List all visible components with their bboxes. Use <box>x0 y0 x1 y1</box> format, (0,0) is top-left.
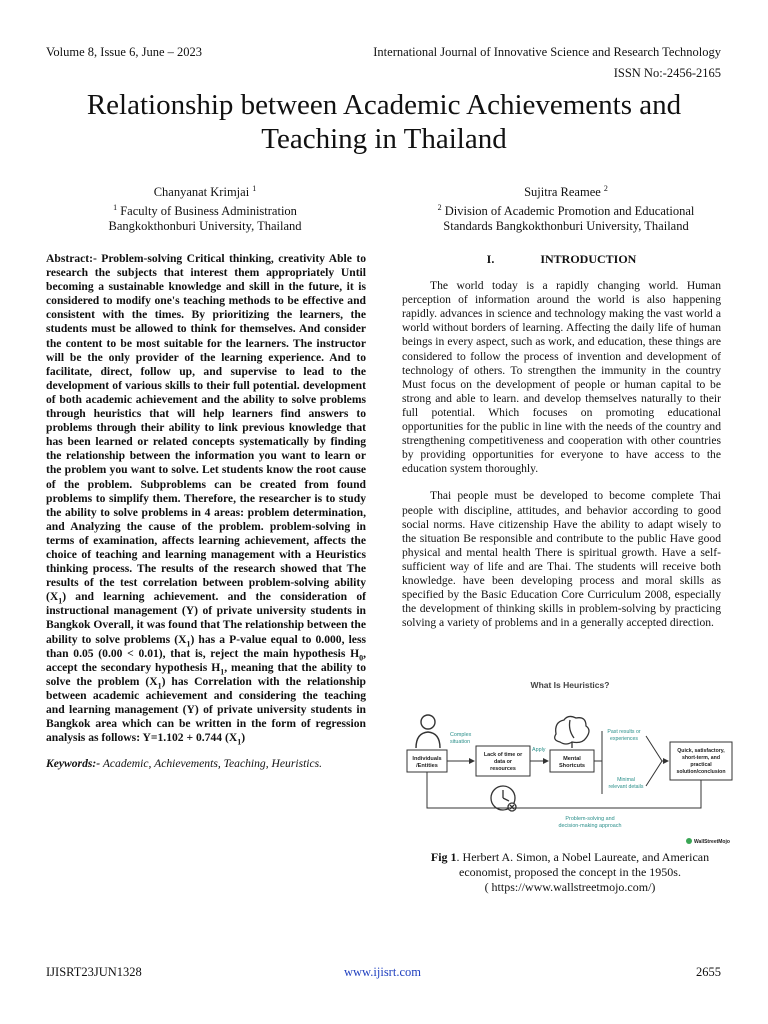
entities-label: /Entities <box>416 763 438 769</box>
left-column <box>46 252 366 771</box>
solution-label-1: Quick, satisfactory, <box>677 748 725 754</box>
author-2-block <box>398 181 734 234</box>
author-1-block <box>40 181 370 234</box>
brand-label: WallStreetMojo <box>694 839 730 845</box>
complex-situation-label-1: Complex <box>450 732 472 738</box>
caption-line-1: . Herbert A. Simon, a Nobel Laureate, and American <box>456 850 710 864</box>
heuristics-figure <box>404 676 736 848</box>
website-link[interactable]: www.ijisrt.com <box>344 965 421 979</box>
right-column <box>402 252 721 630</box>
author-2-name: Sujitra Reamee <box>524 185 601 200</box>
individuals-label: Individuals <box>412 756 442 762</box>
caption-line-2: economist, proposed the concept in the 1950s. <box>459 865 681 879</box>
author-2-sup: 2 <box>603 184 608 193</box>
keywords-text: Academic, Achievements, Teaching, Heuristics. <box>102 757 323 771</box>
brain-icon <box>555 716 589 748</box>
complex-situation-label-2: situation <box>450 739 471 745</box>
person-icon <box>416 715 440 748</box>
abstract: Abstract:- Problem-solving Critical thinking, creativity Able to research the subjects that interest them appropriately Until becoming a sustainable knowledge and skill in the future, it is considered to modify one's teaching methods to be effective and consistent with the times. By prioritizing the learners, the students must be allowed to think for themselves. And consider the content to be most suitable for the learners. The instructor will be the only provider of the learning experience. And to facilitate, direct, follow up, and supervise to lead to the development of various skills to their full potential. development of both academic achievement and the ability to solve problems through heuristics that will help learners find answers to problems through their ability to link previous knowledge that has been learned or related concepts systematically by finding the relationship between the information you want to learn or the problem you want to solve. Let students know the root cause of the problem. Subproblems can be created from found problems to simplify them. Therefore, the researcher is to study the ability to solve problems in 4 areas: problem determination, and Analyzing the cause of the problem. problem-solving in terms of examination, affects learning achievement, affects the choice of teaching and learning management with a Heuristics thinking process. The results of the research showed that The results of the test correlation between problem-solving ability $(X_1)$ and learning achievement. and the consideration of instructional management (Y) of private university students in Bangkok Overall, it was found that The relationship between the ability to solve problems $(X_1)$ has a P-value equal to 0.000, less than 0.05 (0.00 < 0.01), that is, reject the main hypothesis $H_0$, accept the secondary hypothesis $H_1$, meaning that the ability to solve the problem $(X_1)$ has Correlation with the relationship between academic achievement and considering the teaching and learning management (Y) of private university students in Bangkok area which can be written in the form of regression analysis as follows: Y=1.102 + 0.744 $(X_1)$ <box>46 252 366 747</box>
author-1-affil-sup: 1 <box>113 203 118 213</box>
approach-label-2: decision-making approach <box>558 823 622 829</box>
solution-label-2: short-term, and <box>681 755 721 761</box>
approach-bracket <box>427 772 701 808</box>
intro-number: I. <box>486 252 495 266</box>
keywords-label: Keywords:- <box>46 757 101 771</box>
page-number: 2655 <box>696 965 721 979</box>
wallstreetmojo-logo <box>686 838 730 845</box>
author-1-name: Chanyanat Krimjai <box>153 185 250 200</box>
keywords <box>46 757 366 771</box>
solution-label-4: solution/conclusion <box>676 769 726 775</box>
clock-icon <box>491 786 516 811</box>
lack-label-3: resources <box>490 766 516 772</box>
mental-label-2: Shortcuts <box>558 763 586 769</box>
intro-heading <box>402 252 721 266</box>
caption-line-3: ( https://www.wallstreetmojo.com/) <box>484 880 656 894</box>
branch-bracket <box>594 731 602 794</box>
paper-code: IJISRT23JUN1328 <box>46 965 142 979</box>
solution-label-3: practical <box>690 762 712 768</box>
figure-caption <box>400 850 740 895</box>
title-line-2: Teaching in Thailand <box>261 123 507 155</box>
title-line-1: Relationship between Academic Achievements and <box>86 89 682 121</box>
paper-title <box>40 88 728 156</box>
caption-label: Fig 1 <box>430 850 457 864</box>
chevron-arrow <box>646 736 662 786</box>
past-results-label-1: Past results or <box>607 729 641 735</box>
apply-label: Apply <box>532 747 546 753</box>
author-2-affil-sup: 2 <box>437 203 442 213</box>
author-1-affiliation-line-1: Faculty of Business Administration <box>120 204 297 219</box>
issn: ISSN No:-2456-2165 <box>613 66 721 80</box>
author-2-affiliation-line-1: Division of Academic Promotion and Educational <box>444 204 695 219</box>
volume-info: Volume 8, Issue 6, June – 2023 <box>46 45 203 59</box>
author-1-sup: 1 <box>252 184 257 193</box>
minimal-label-1: Minimal <box>617 777 635 783</box>
minimal-label-2: relevant details <box>608 784 644 790</box>
author-2-affiliation-line-2: Standards Bangkokthonburi University, Thailand <box>443 219 689 234</box>
figure-title: What Is Heuristics? <box>530 680 610 690</box>
intro-heading-text: INTRODUCTION <box>540 252 637 266</box>
lack-label-2: data or <box>494 759 512 765</box>
intro-paragraph-2: Thai people must be developed to become complete Thai people with discipline, attitudes, and behavior according to good social norms. Have citizenship Have the ability to adapt wisely to the situation Be responsible and contribute to the public Have good physical and mental health There is spiritual growth. Have a self-sufficient way of life and are Thai. The students will receive both knowledge. have been developing process and moral skills as specified by the Basic Education Core Curriculum 2008, especially the development of thinking skills in problem-solving by practicing solving a variety of problems and in a generally accepted direction. <box>402 489 721 630</box>
journal-name: International Journal of Innovative Science and Research Technology <box>373 45 721 59</box>
intro-paragraph-1: The world today is a rapidly changing world. Human perception of information around the world is also happening rapidly. advances in science and technology making the vast world a world without borders of learning. Affecting the daily life of human beings in every aspect, such as work, and education, these things are considered to follow the process of invention and development of technology of others. To strengthen the immunity in the country Must focus on the development of people or human capital to be strong and able to learn. and develop themselves naturally to their full potential. Which focuses on promoting educational opportunities for the public in line with the needs of the country and strengthening competitiveness and cooperation with other countries by providing opportunities for everyone to have access to the education system thoroughly. <box>402 279 721 476</box>
past-results-label-2: experiences <box>610 736 638 742</box>
mental-label-1: Mental <box>563 756 581 762</box>
author-1-affiliation-line-2: Bangkokthonburi University, Thailand <box>108 219 302 234</box>
lack-label-1: Lack of time or <box>483 752 523 758</box>
approach-label-1: Problem-solving and <box>565 816 615 822</box>
